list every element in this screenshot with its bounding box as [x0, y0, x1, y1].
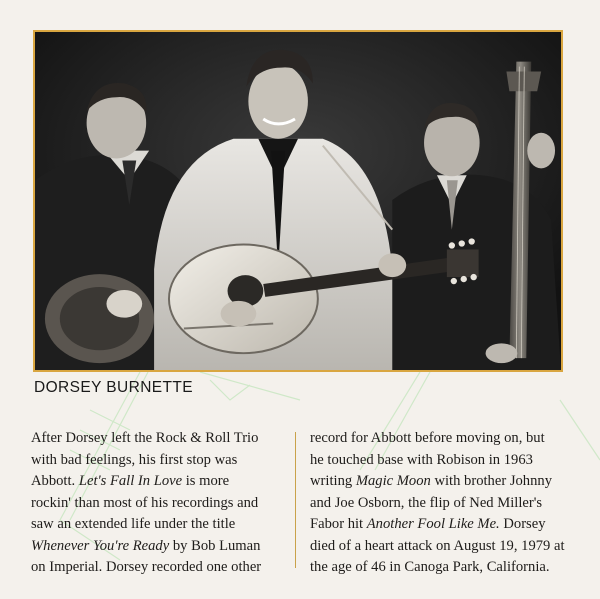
text-run: writing — [310, 473, 356, 489]
italic-title: Magic Moon — [355, 473, 431, 489]
text-run: After Dorsey left the Rock & Roll Trio — [31, 430, 259, 446]
text-line — [31, 557, 281, 579]
article-column-right — [310, 428, 575, 579]
text-run: rockin' than most of his recordings and — [31, 494, 259, 511]
text-run: and Joe Osborn, the flip of Ned Miller's — [310, 494, 543, 511]
text-run: Fabor hit — [310, 516, 367, 532]
text-run: the age of 46 in Canoga Park, California. — [310, 559, 550, 575]
italic-title: Whenever You're Ready — [31, 537, 170, 554]
text-line — [31, 471, 281, 493]
text-line — [31, 450, 281, 472]
band-photo-illustration — [35, 32, 561, 370]
article-column-left — [31, 428, 281, 579]
text-run: died of a heart attack on August 19, 1979 at — [310, 537, 565, 554]
text-run: Dorsey — [499, 516, 546, 532]
text-run: with brother Johnny — [430, 473, 552, 489]
column-divider — [295, 432, 296, 568]
text-run: record for Abbott before moving on, but — [310, 430, 545, 446]
text-line — [31, 536, 281, 558]
text-run: is more — [182, 473, 230, 489]
text-run: with bad feelings, his first stop was — [31, 451, 238, 468]
text-run: he touched base with Robison in 1963 — [310, 451, 533, 468]
band-photo — [33, 30, 563, 372]
text-line — [310, 493, 575, 515]
italic-title: Another Fool Like Me. — [366, 516, 500, 532]
text-run: Abbott. — [31, 473, 79, 489]
italic-title: Let's Fall In Love — [78, 473, 183, 489]
text-run: by Bob Luman — [169, 537, 261, 554]
text-line — [31, 493, 281, 515]
photo-caption: DORSEY BURNETTE — [34, 379, 194, 396]
text-line — [31, 514, 281, 536]
text-line — [310, 471, 575, 493]
text-line — [310, 536, 575, 558]
text-line — [310, 450, 575, 472]
text-run: on Imperial. Dorsey recorded one other — [31, 559, 262, 575]
text-line — [310, 557, 575, 579]
text-line — [310, 428, 575, 450]
text-line — [310, 514, 575, 536]
text-line — [31, 428, 281, 450]
text-run: saw an extended life under the title — [31, 516, 236, 532]
